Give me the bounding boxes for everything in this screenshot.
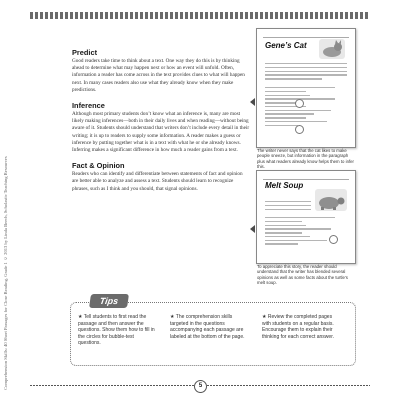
section-inference <box>72 101 250 154</box>
sample-page-thumbnail-1 <box>256 28 356 148</box>
tips-label: Tips <box>89 294 129 308</box>
section-predict <box>72 48 250 94</box>
section-fact-opinion <box>72 161 250 193</box>
story-title: Gene’s Cat <box>265 41 307 50</box>
sample-page-thumbnail-2 <box>256 170 356 264</box>
decorative-top-border <box>30 12 370 19</box>
section-body: Although most primary students don’t know what an inference is, many are most likely making inferences—both in their daily lives and when reading—without being aware of it. Students should understand that writers don’t include every detail in their writing; it is up to readers to supply some information. A reader makes a guess or inference by putting together what is in a text with what he or she already knows. Inferring makes a significant difference in how much a reader gains from a text. <box>72 111 250 154</box>
main-text-column <box>72 48 250 200</box>
question-bubble <box>295 99 304 108</box>
tip-item: ★ The comprehension skills targeted in the questions accompanying each passage are labeled at the bottom of the page. <box>170 314 245 340</box>
section-body: Good readers take time to think about a text. One way they do this is by thinking ahead to determine what may happen next or how an event will unfold. Often, information a reader has come across in the text provides clues to what will happen next. In many cases readers also use what they already know when they make predictions. <box>72 58 245 93</box>
thumbnail-caption: To appreciate this story, the reader should understand that the writer has blended several opinions as well as some facts about the turtle’s melt soup. <box>257 264 348 286</box>
section-title: Fact & Opinion <box>72 161 125 171</box>
thumbnail-caption: The writer never says that the cat likes to make people sneeze, but information in the paragraph plus what readers already know helps them to infer this. <box>257 148 354 170</box>
passage-text-lines <box>265 201 311 212</box>
section-title: Inference <box>72 101 105 111</box>
cat-illustration <box>319 39 345 59</box>
tip-item: ★ Tell students to first read the passage and then answer the questions. Show them how to fill in the circles for bubble-test questions. <box>78 314 155 347</box>
thumbnail-header <box>263 175 349 180</box>
copyright-credit: Comprehension Skills: 40 Short Passages for Close Reading, Grade 1 © 2013 by Linda Beech, Scholastic Teaching Resources <box>3 156 8 390</box>
section-body: Readers who can identify and differentiate between statements of fact and opinion are better able to analyze and assess a text. Students should learn to recognize phrases, such as I think and you should, that signal opinions. <box>72 171 243 192</box>
question-bubble <box>329 235 338 244</box>
callout-arrow-1 <box>250 98 255 106</box>
page-number: 5 <box>194 380 207 393</box>
turtle-illustration <box>315 189 347 211</box>
passage-text-lines <box>265 63 347 82</box>
section-title: Predict <box>72 48 98 57</box>
tip-item: ★ Review the completed pages with students on a regular basis. Encourage them to explain their thinking for each correct answer. <box>262 314 334 340</box>
question-bubble <box>295 125 304 134</box>
callout-arrow-2 <box>250 225 255 233</box>
thumbnail-header <box>263 33 349 38</box>
story-title: Melt Soup <box>265 181 304 190</box>
question-lines <box>265 87 347 129</box>
